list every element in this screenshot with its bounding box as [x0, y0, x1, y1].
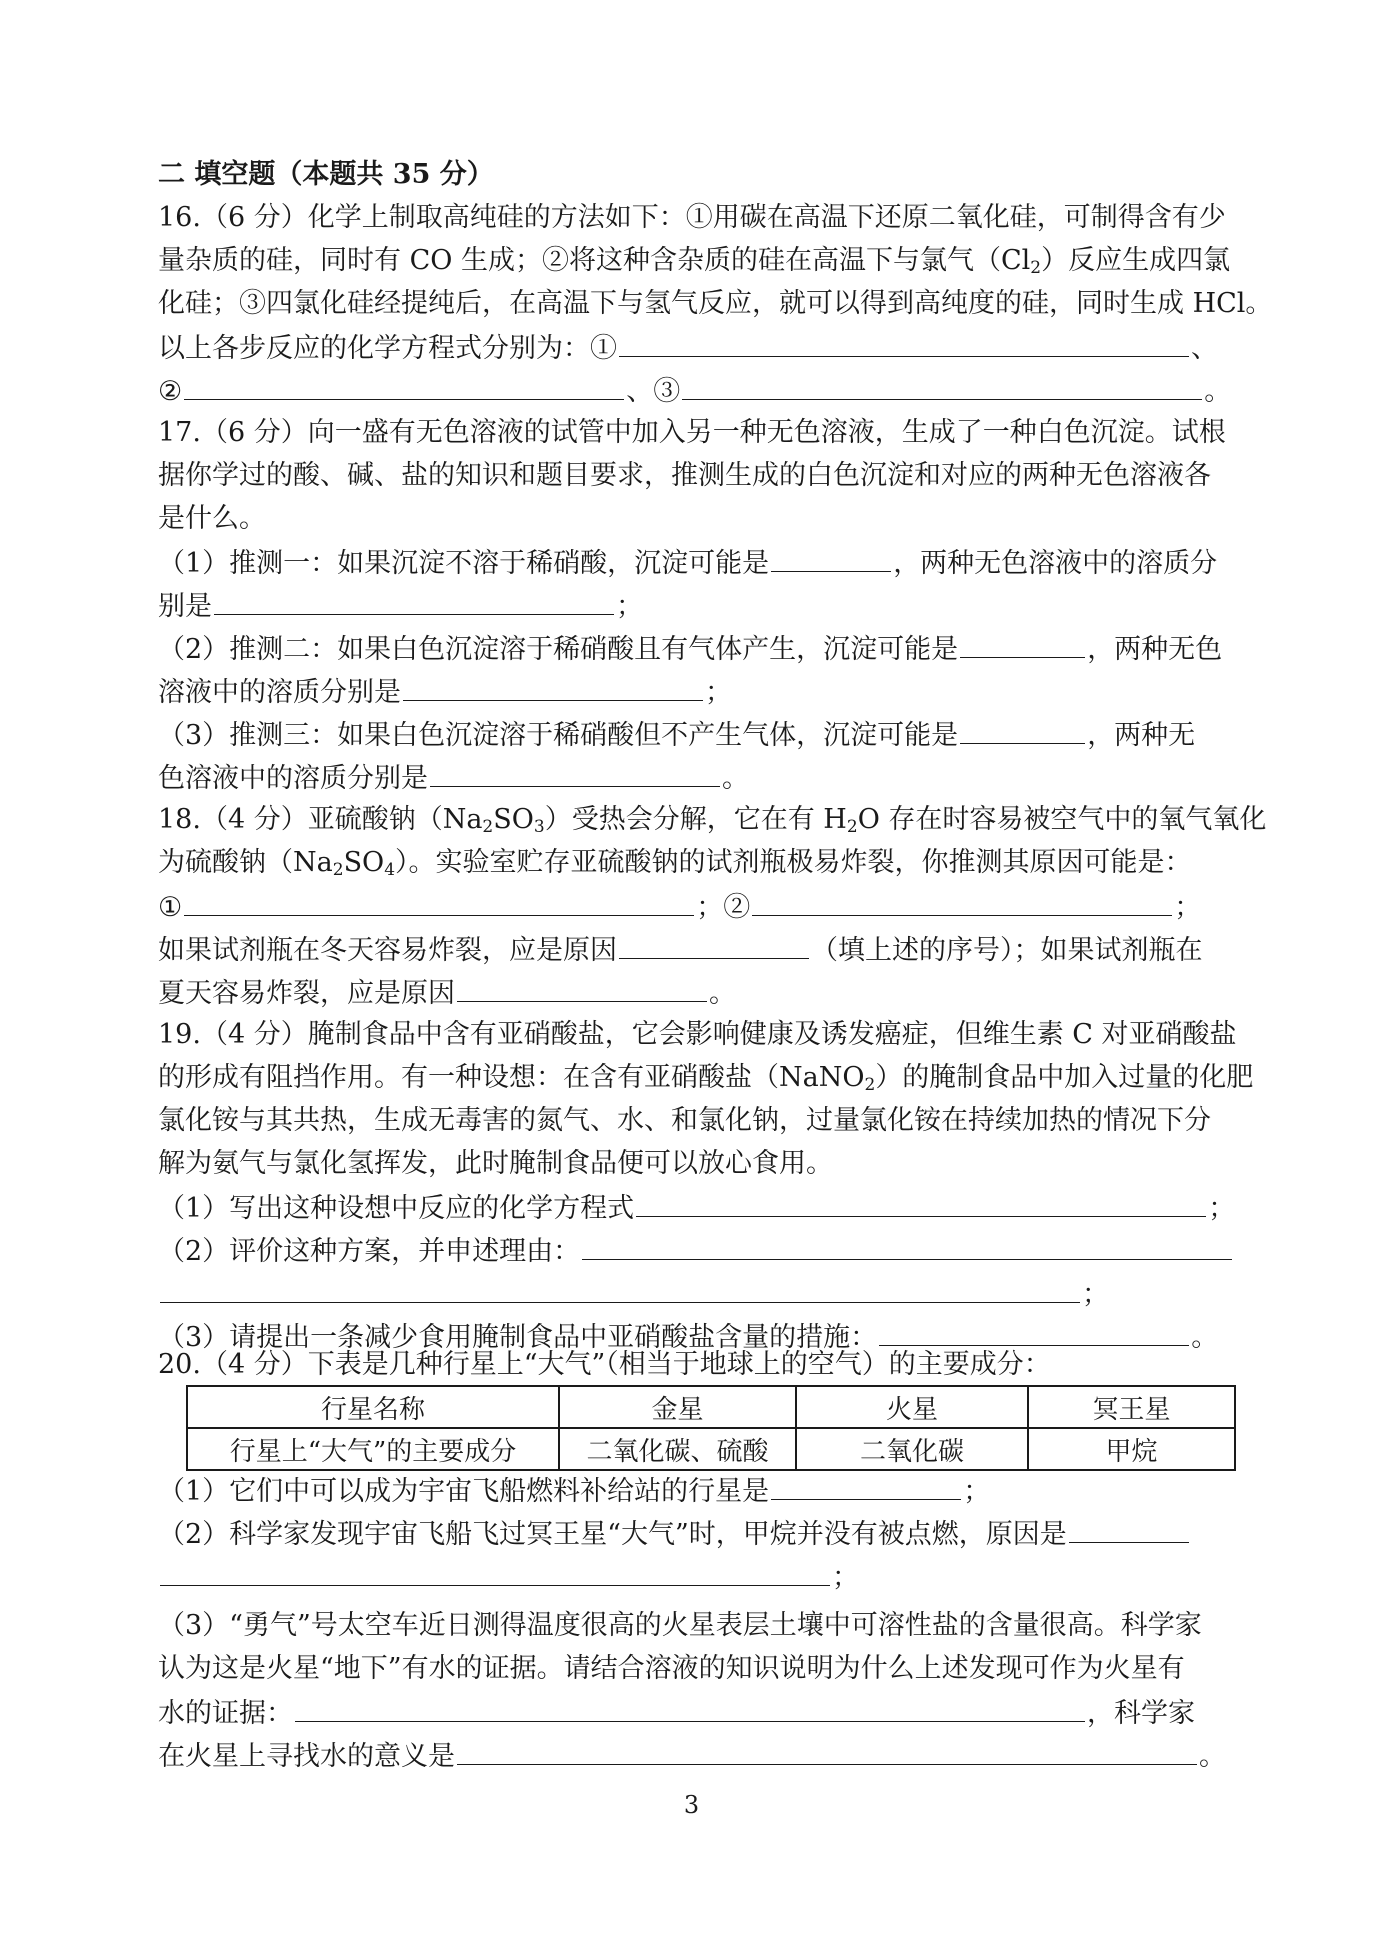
q17-part-3-cont [158, 760, 1238, 796]
table-cell: 行星上“大气”的主要成分 [187, 1428, 559, 1470]
q17-prompt: 溶液中的溶质分别是 [158, 677, 401, 708]
q20-significance-blank[interactable] [457, 1738, 1197, 1765]
q16-answer-2-blank[interactable] [184, 373, 624, 400]
q16-line-2 [158, 244, 1238, 278]
q16-line-3: 化硅；③四氯化硅经提纯后，在高温下与氢气反应，就可以得到高纯度的硅，同时生成 HCl。 [158, 288, 1273, 319]
punct: 。 [1199, 1741, 1226, 1772]
q19-line-3: 氯化铵与其共热，生成无毒害的氮气、水、和氯化钠，过量氯化铵在持续加热的情况下分 [158, 1105, 1211, 1136]
q20-reason-blank-2[interactable] [160, 1559, 830, 1586]
q18-text: O 存在时容易被空气中的氧气氧化 [857, 804, 1267, 835]
q18-prompt: （填上述的序号）；如果试剂瓶在 [811, 935, 1203, 966]
q17-prompt: ，两种无色溶液中的溶质分 [893, 548, 1218, 579]
q17-prompt: 别是 [158, 591, 212, 622]
q20-evidence-blank[interactable] [295, 1695, 1085, 1722]
q17-line-3: 是什么。 [158, 503, 266, 534]
q20-prompt: 在火星上寻找水的意义是 [158, 1741, 455, 1772]
q19-line-4: 解为氨气与氯化氢挥发，此时腌制食品便可以放心食用。 [158, 1148, 833, 1179]
table-row [187, 1428, 1235, 1470]
q19-text: ）的腌制食品中加入过量的化肥 [875, 1062, 1254, 1093]
q17-p1-precipitate-blank[interactable] [771, 545, 891, 572]
q17-p3-solutes-blank[interactable] [430, 760, 720, 787]
q20-prompt: （1）它们中可以成为宇宙飞船燃料补给站的行星是 [158, 1476, 770, 1507]
table-cell: 二氧化碳、硫酸 [559, 1428, 796, 1470]
q19-part-1 [158, 1190, 1238, 1226]
q18-line-3 [158, 889, 1238, 925]
table-cell: 二氧化碳 [796, 1428, 1028, 1470]
q18-marker: ① [158, 892, 183, 923]
table-header-cell: 冥王星 [1028, 1386, 1235, 1428]
punct: 。 [709, 978, 736, 1009]
q17-prompt: ，两种无 [1087, 720, 1196, 751]
q18-line-2 [158, 846, 1238, 880]
q19-equation-blank[interactable] [636, 1190, 1206, 1217]
q19-part-2 [158, 1233, 1238, 1269]
planet-atmosphere-table [186, 1385, 1236, 1471]
q19-prompt: （3）请提出一条减少食用腌制食品中亚硝酸盐含量的措施： [158, 1322, 878, 1353]
punct: ； [705, 677, 732, 708]
q17-part-2 [158, 631, 1238, 667]
punct: ； [963, 1476, 991, 1507]
q20-part-3-line-3 [158, 1695, 1238, 1731]
table-header-cell: 行星名称 [187, 1386, 559, 1428]
q19-line-2 [158, 1061, 1254, 1095]
q16-line-5 [158, 373, 1238, 409]
q19-evaluation-blank-2[interactable] [160, 1276, 1080, 1303]
q18-text: SO [343, 847, 385, 878]
subscript: 2 [864, 1075, 876, 1095]
q16-answer-3-blank[interactable] [682, 373, 1202, 400]
q16-marker: ② [158, 376, 183, 407]
q18-marker: ；② [696, 892, 751, 923]
q17-line-1: 17.（6 分）向一盛有无色溶液的试管中加入另一种无色溶液，生成了一种白色沉淀。试根 [158, 417, 1226, 448]
q17-prompt: （1）推测一：如果沉淀不溶于稀硝酸，沉淀可能是 [158, 548, 770, 579]
q17-part-1 [158, 545, 1238, 581]
subscript: 2 [332, 860, 344, 880]
punct: ； [616, 591, 643, 622]
q18-text: 为硫酸钠（Na [158, 847, 333, 878]
q20-prompt: 水的证据： [158, 1698, 293, 1729]
q16-answer-1-blank[interactable] [619, 330, 1189, 357]
punct: ； [832, 1562, 859, 1593]
page-number: 3 [683, 1791, 700, 1819]
q20-part-3-line-4 [158, 1738, 1238, 1774]
q19-prompt: （1）写出这种设想中反应的化学方程式 [158, 1193, 635, 1224]
q17-p1-solutes-blank[interactable] [214, 588, 614, 615]
table-header-cell: 金星 [559, 1386, 796, 1428]
q19-part-2-cont [158, 1276, 1238, 1312]
q18-line-1 [158, 803, 1267, 837]
q17-part-1-cont [158, 588, 1238, 624]
punct: 。 [1191, 1322, 1219, 1353]
q17-prompt: ，两种无色 [1087, 634, 1223, 665]
q17-prompt: （2）推测二：如果白色沉淀溶于稀硝酸且有气体产生，沉淀可能是 [158, 634, 959, 665]
q19-line-1: 19.（4 分）腌制食品中含有亚硝酸盐，它会影响健康及诱发癌症，但维生素 C 对亚硝酸盐 [158, 1019, 1237, 1050]
q17-line-2: 据你学过的酸、碱、盐的知识和题目要求，推测生成的白色沉淀和对应的两种无色溶液各 [158, 460, 1211, 491]
punct: ； [1174, 892, 1202, 923]
table-header-row [187, 1386, 1235, 1428]
q18-text: 18.（4 分）亚硫酸钠（Na [158, 804, 483, 835]
q17-prompt: 色溶液中的溶质分别是 [158, 763, 428, 794]
subscript: 2 [482, 817, 494, 837]
q18-text: ）受热会分解，它在有 H [544, 804, 847, 835]
q18-summer-blank[interactable] [457, 975, 707, 1002]
q20-part-3: （3）“勇气”号太空车近日测得温度很高的火星表层土壤中可溶性盐的含量很高。科学家 [158, 1610, 1202, 1641]
q18-prompt: 如果试剂瓶在冬天容易炸裂，应是原因 [158, 935, 617, 966]
q18-reason-2-blank[interactable] [752, 889, 1172, 916]
q19-prompt: （2）评价这种方案，并申述理由： [158, 1236, 581, 1267]
q18-winter-blank[interactable] [619, 932, 809, 959]
q18-text: SO [493, 804, 534, 835]
table-header-cell: 火星 [796, 1386, 1028, 1428]
subscript: 2 [1030, 258, 1042, 278]
q19-evaluation-blank-1[interactable] [582, 1233, 1232, 1260]
subscript: 3 [533, 817, 545, 837]
q20-prompt: ，科学家 [1087, 1698, 1195, 1729]
q17-part-2-cont [158, 674, 1238, 710]
q20-planet-blank[interactable] [771, 1473, 961, 1500]
q17-p2-precipitate-blank[interactable] [960, 631, 1085, 658]
q18-line-4 [158, 932, 1238, 968]
q20-part-2 [158, 1516, 1238, 1552]
q18-reason-1-blank[interactable] [184, 889, 694, 916]
q17-part-3 [158, 717, 1238, 753]
q16-prompt: 以上各步反应的化学方程式分别为：① [158, 333, 617, 364]
q16-marker: 、③ [626, 376, 681, 407]
q18-line-5 [158, 975, 1238, 1011]
q20-part-1 [158, 1473, 1238, 1509]
punct: 、 [1191, 333, 1218, 364]
q16-line-4 [158, 330, 1238, 366]
q20-line-1: 20.（4 分）下表是几种行星上“大气”（相当于地球上的空气）的主要成分： [158, 1349, 1051, 1380]
punct: ； [1208, 1193, 1236, 1224]
subscript: 4 [384, 860, 396, 880]
q20-reason-blank-1[interactable] [1069, 1516, 1189, 1543]
subscript: 2 [846, 817, 858, 837]
punct: ； [1082, 1279, 1109, 1310]
q17-prompt: （3）推测三：如果白色沉淀溶于稀硝酸但不产生气体，沉淀可能是 [158, 720, 959, 751]
q18-text: ）。实验室贮存亚硫酸钠的试剂瓶极易炸裂，你推测其原因可能是： [395, 847, 1192, 878]
q17-p3-precipitate-blank[interactable] [960, 717, 1085, 744]
q20-part-2-cont [158, 1559, 1238, 1595]
q18-prompt: 夏天容易炸裂，应是原因 [158, 978, 455, 1009]
section-title: 二 填空题（本题共 35 分） [158, 159, 494, 190]
q20-part-3-line-2: 认为这是火星“地下”有水的证据。请结合溶液的知识说明为什么上述发现可作为火星有 [158, 1653, 1185, 1684]
q17-p2-solutes-blank[interactable] [403, 674, 703, 701]
q16-text: 量杂质的硅，同时有 CO 生成；②将这种含杂质的硅在高温下与氯气（Cl [158, 245, 1031, 276]
table-cell: 甲烷 [1028, 1428, 1235, 1470]
q19-text: 的形成有阻挡作用。有一种设想：在含有亚硝酸盐（NaNO [158, 1062, 865, 1093]
q16-text: ）反应生成四氯 [1041, 245, 1231, 276]
q19-measure-blank[interactable] [879, 1319, 1189, 1346]
q16-line-1: 16.（6 分）化学上制取高纯硅的方法如下：①用碳在高温下还原二氧化硅，可制得含有少 [158, 202, 1226, 233]
q20-prompt: （2）科学家发现宇宙飞船飞过冥王星“大气”时，甲烷并没有被点燃，原因是 [158, 1519, 1067, 1550]
punct: 。 [722, 763, 749, 794]
punct: 。 [1204, 376, 1232, 407]
